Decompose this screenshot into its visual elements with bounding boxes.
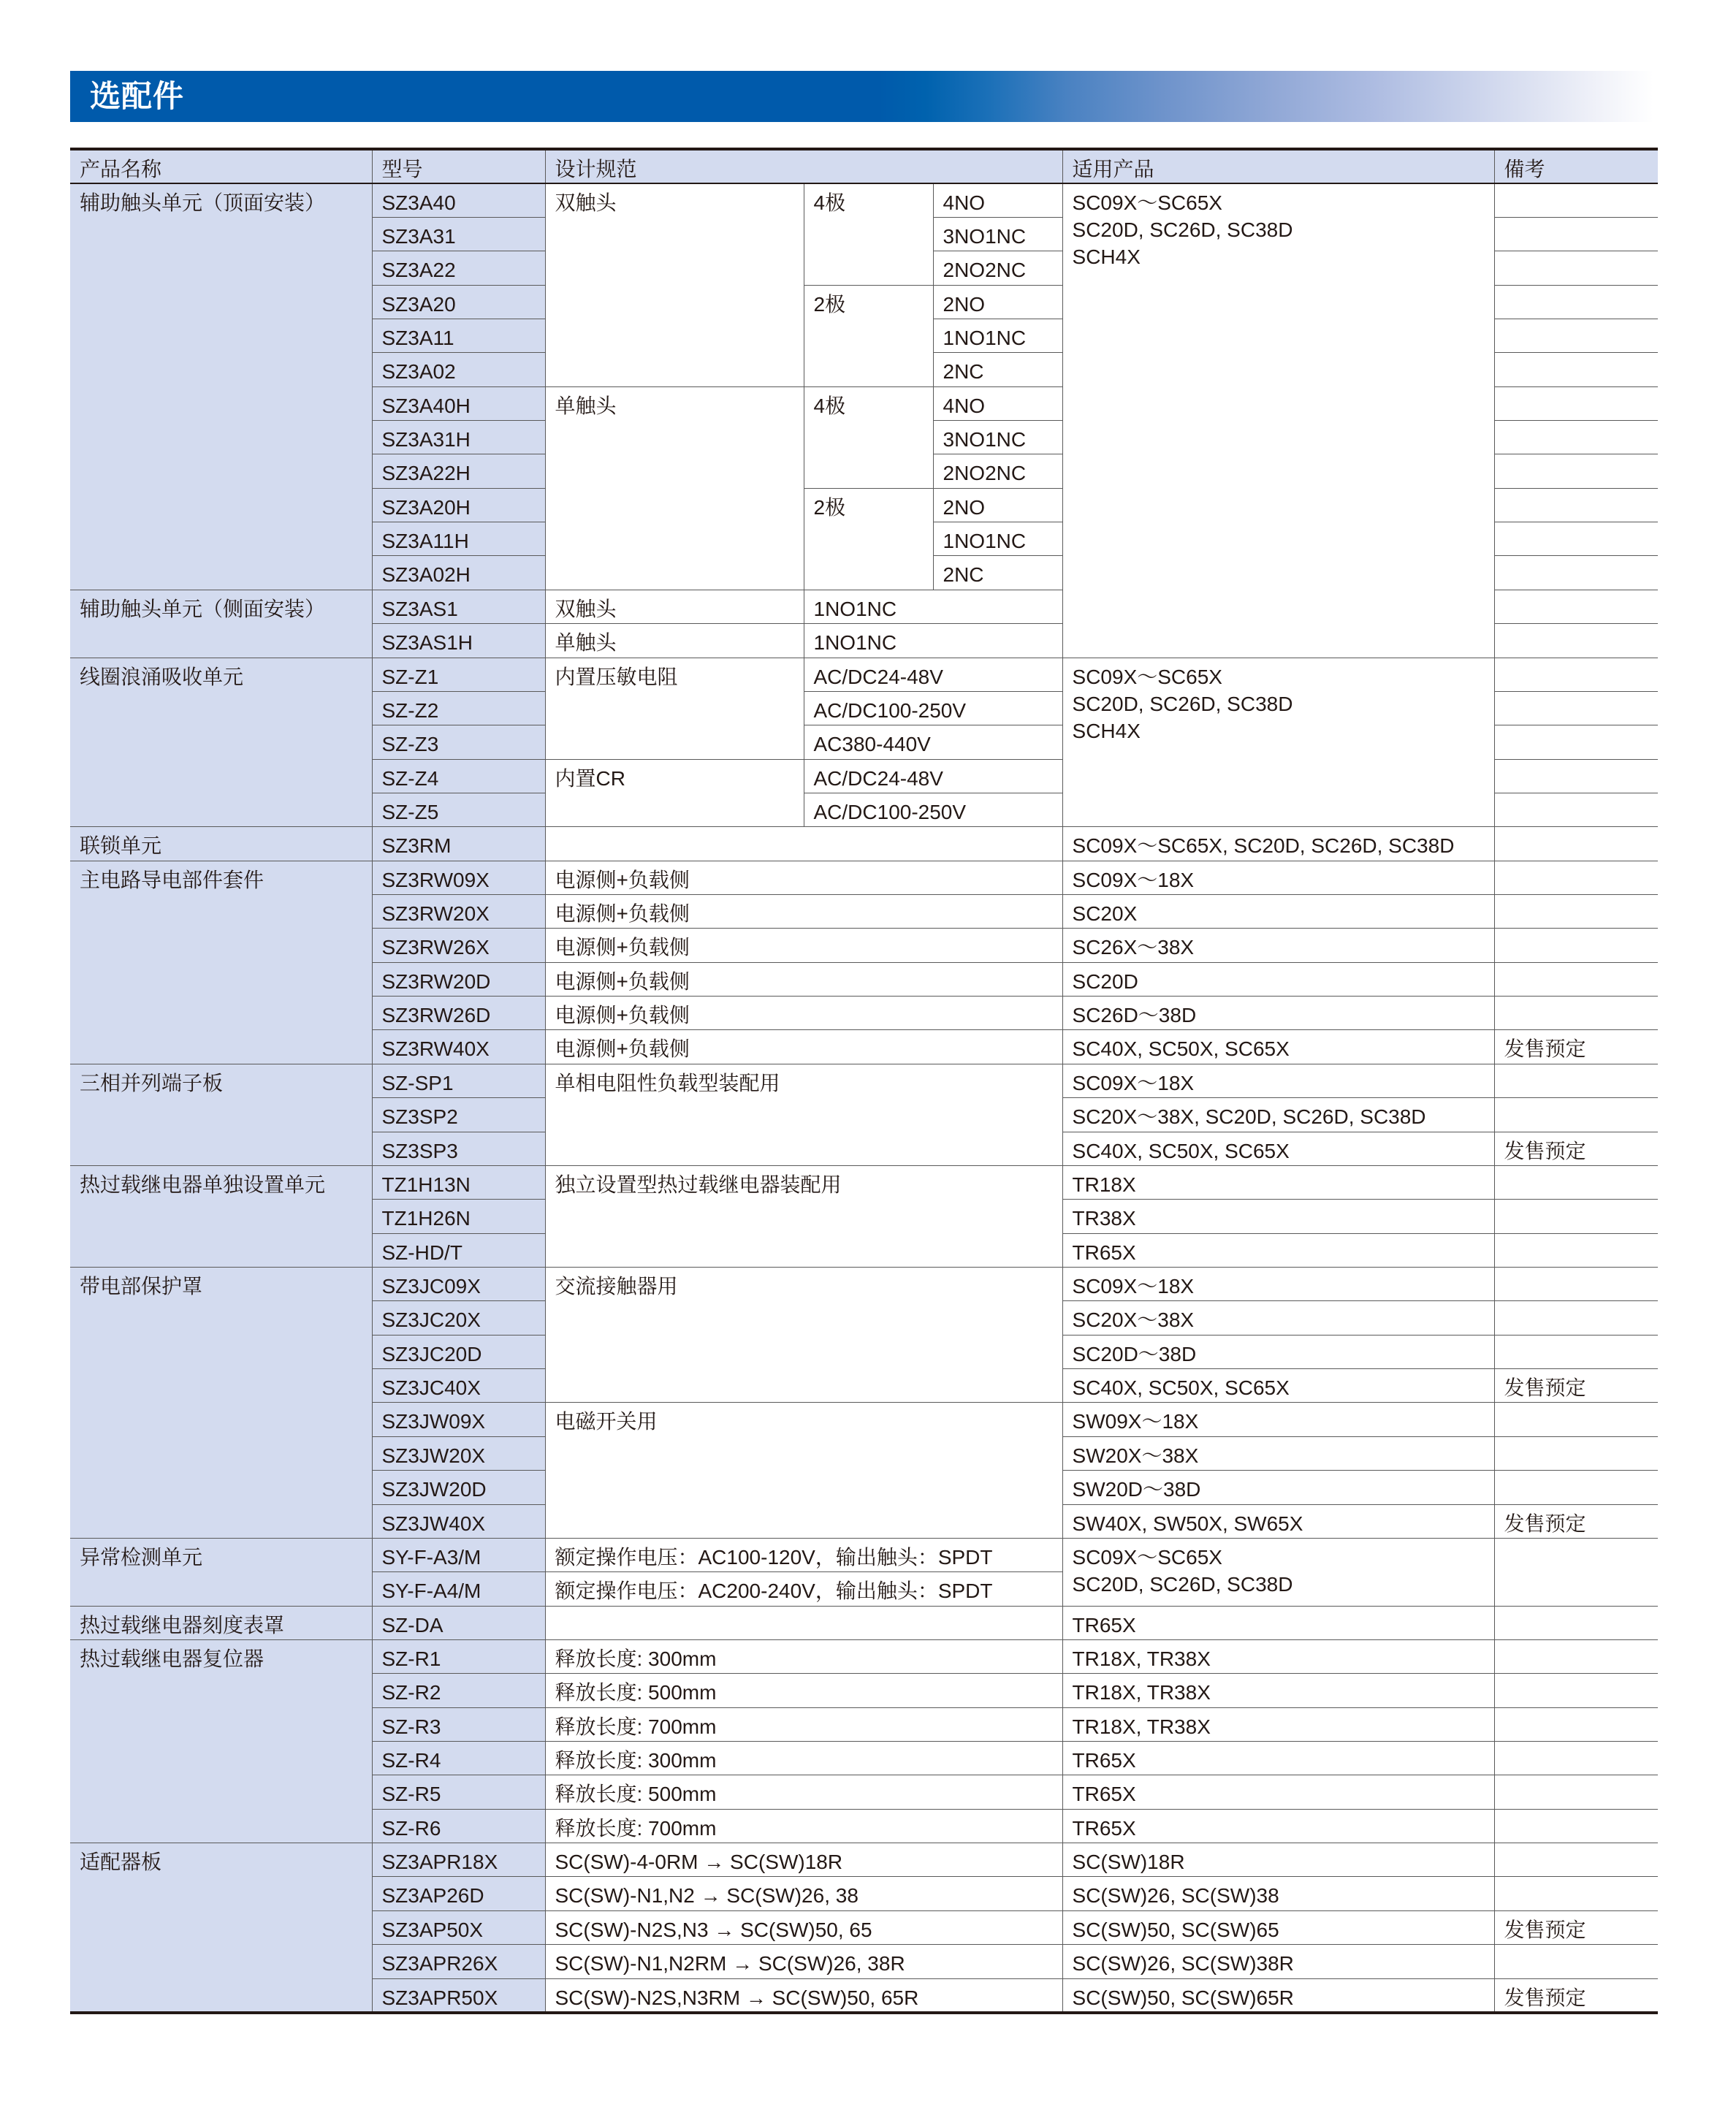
remarks-cell [1494, 759, 1658, 793]
section-banner [70, 71, 1653, 122]
design-spec-cell: 电源侧+负载侧 [545, 929, 1062, 962]
applicable-products-cell: SC(SW)18R [1062, 1843, 1494, 1877]
remarks-cell [1494, 827, 1658, 861]
remarks-cell [1494, 217, 1658, 251]
remarks-cell [1494, 1471, 1658, 1504]
model-cell: SZ-R2 [372, 1674, 545, 1707]
applicable-products-cell: SC40X, SC50X, SC65X [1062, 1369, 1494, 1403]
remarks-cell [1494, 929, 1658, 962]
model-cell: SZ3A22H [372, 454, 545, 488]
applicable-products-cell: SC20X～38X, SC20D, SC26D, SC38D [1062, 1098, 1494, 1132]
design-spec-cell: SC(SW)-N2S,N3RM → SC(SW)50, 65R [545, 1978, 1062, 2013]
design-spec-cell: 额定操作电压：AC100-120V，输出触头：SPDT [545, 1538, 1062, 1571]
pole-count-cell: 2极 [804, 488, 933, 590]
design-spec-cell: 交流接触器用 [545, 1268, 1062, 1403]
remarks-cell: 发售预定 [1494, 1504, 1658, 1538]
model-cell: SZ3A40H [372, 386, 545, 420]
model-cell: SZ3AP50X [372, 1910, 545, 1944]
model-cell: SZ3RW09X [372, 861, 545, 894]
model-cell: SZ3JC20X [372, 1301, 545, 1335]
model-cell: SZ3JW09X [372, 1403, 545, 1436]
model-cell: SZ-R3 [372, 1707, 545, 1741]
table-row [70, 1268, 1658, 1301]
contact-config-cell: 4NO [933, 183, 1062, 217]
model-cell: SZ-Z5 [372, 793, 545, 826]
applicable-products-cell: TR18X, TR38X [1062, 1639, 1494, 1673]
remarks-cell: 发售预定 [1494, 1369, 1658, 1403]
design-spec-cell: 电源侧+负载侧 [545, 861, 1062, 894]
table-row [70, 1165, 1658, 1199]
remarks-cell [1494, 997, 1658, 1030]
model-cell: SZ-SP1 [372, 1064, 545, 1097]
model-cell: SZ3JC20D [372, 1335, 545, 1368]
product-name-cell: 热过载继电器复位器 [70, 1639, 372, 1843]
remarks-cell [1494, 895, 1658, 929]
remarks-cell [1494, 183, 1658, 217]
remarks-cell [1494, 1335, 1658, 1368]
remarks-cell [1494, 1064, 1658, 1097]
model-cell: SZ3A11 [372, 319, 545, 352]
table-row [70, 1639, 1658, 1673]
design-spec-cell [545, 827, 1062, 861]
remarks-cell: 发售预定 [1494, 1910, 1658, 1944]
applicable-products-cell: SC(SW)50, SC(SW)65 [1062, 1910, 1494, 1944]
design-spec-cell: SC(SW)-N2S,N3 → SC(SW)50, 65 [545, 1910, 1062, 1944]
applicable-products-cell: SC40X, SC50X, SC65X [1062, 1030, 1494, 1064]
model-cell: SZ3A02H [372, 556, 545, 590]
remarks-cell [1494, 556, 1658, 590]
applicable-products-cell: SW20X～38X [1062, 1436, 1494, 1470]
remarks-cell [1494, 962, 1658, 996]
applicable-products-cell: SC26D～38D [1062, 997, 1494, 1030]
product-name-cell: 热过载继电器刻度表罩 [70, 1606, 372, 1639]
product-name-cell: 带电部保护罩 [70, 1268, 372, 1539]
voltage-cell: AC/DC24-48V [804, 759, 1062, 793]
model-cell: SZ3SP3 [372, 1132, 545, 1165]
model-cell: SZ3A11H [372, 522, 545, 556]
model-cell: SZ3RW26D [372, 997, 545, 1030]
model-cell: SY-F-A3/M [372, 1538, 545, 1571]
design-spec-cell: 电源侧+负载侧 [545, 962, 1062, 996]
model-cell: SZ3APR18X [372, 1843, 545, 1877]
remarks-cell [1494, 1674, 1658, 1707]
remarks-cell [1494, 488, 1658, 522]
model-cell: SZ3A31H [372, 421, 545, 454]
model-cell: SZ3A40 [372, 183, 545, 217]
contact-config-cell: 1NO1NC [804, 590, 1062, 623]
design-spec-cell [545, 1606, 1062, 1639]
remarks-cell [1494, 1268, 1658, 1301]
remarks-cell [1494, 658, 1658, 691]
model-cell: SZ3A02 [372, 353, 545, 386]
applicable-products-cell: SC09X～18X [1062, 1064, 1494, 1097]
pole-count-cell: 4极 [804, 386, 933, 488]
model-cell: SZ3RW40X [372, 1030, 545, 1064]
contact-config-cell: 1NO1NC [933, 522, 1062, 556]
remarks-cell [1494, 1436, 1658, 1470]
design-spec-cell: 释放长度: 300mm [545, 1639, 1062, 1673]
remarks-cell [1494, 1200, 1658, 1233]
contact-config-cell: 3NO1NC [933, 421, 1062, 454]
model-cell: SZ3A20H [372, 488, 545, 522]
contact-config-cell: 2NO2NC [933, 454, 1062, 488]
applicable-products-cell: SC20X～38X [1062, 1301, 1494, 1335]
remarks-cell: 发售预定 [1494, 1132, 1658, 1165]
voltage-cell: AC/DC100-250V [804, 691, 1062, 725]
suppressor-type-cell: 内置CR [545, 759, 804, 827]
model-cell: SZ3A31 [372, 217, 545, 251]
product-name-cell: 三相并列端子板 [70, 1064, 372, 1165]
contact-config-cell: 2NO [933, 285, 1062, 319]
remarks-cell [1494, 251, 1658, 285]
model-cell: SZ3JW20X [372, 1436, 545, 1470]
applicable-product-line: SC09X～SC65X [1072, 1545, 1222, 1569]
applicable-products-cell: SW40X, SW50X, SW65X [1062, 1504, 1494, 1538]
header-product-name: 产品名称 [70, 149, 372, 183]
product-name-cell: 适配器板 [70, 1843, 372, 2013]
applicable-products-cell: SC20D [1062, 962, 1494, 996]
model-cell: TZ1H13N [372, 1165, 545, 1199]
contact-config-cell: 3NO1NC [933, 217, 1062, 251]
remarks-cell [1494, 454, 1658, 488]
model-cell: SZ3APR50X [372, 1978, 545, 2013]
table-row [70, 183, 1658, 217]
contact-config-cell: 2NC [933, 556, 1062, 590]
contact-config-cell: 2NO2NC [933, 251, 1062, 285]
contact-type-cell: 单触头 [545, 386, 804, 590]
table-row [70, 1538, 1658, 1571]
applicable-product-line: SC20D, SC26D, SC38D [1072, 1572, 1293, 1596]
remarks-cell [1494, 1098, 1658, 1132]
model-cell: SZ3RW26X [372, 929, 545, 962]
contact-type-cell: 双触头 [545, 183, 804, 386]
remarks-cell [1494, 1233, 1658, 1267]
contact-config-cell: 4NO [933, 386, 1062, 420]
remarks-cell [1494, 1843, 1658, 1877]
contact-config-cell: 2NC [933, 353, 1062, 386]
model-cell: SZ-R6 [372, 1809, 545, 1843]
design-spec-cell: SC(SW)-4-0RM → SC(SW)18R [545, 1843, 1062, 1877]
suppressor-type-cell: 内置压敏电阻 [545, 658, 804, 759]
remarks-cell [1494, 1403, 1658, 1436]
model-cell: SZ3AS1H [372, 624, 545, 658]
model-cell: SY-F-A4/M [372, 1572, 545, 1606]
contact-config-cell: 2NO [933, 488, 1062, 522]
applicable-product-line: SC09X～SC65X [1072, 191, 1222, 214]
applicable-products-cell [1062, 1538, 1494, 1606]
applicable-product-line: SC09X～SC65X [1072, 665, 1222, 688]
model-cell: SZ3SP2 [372, 1098, 545, 1132]
applicable-product-line: SC20D, SC26D, SC38D [1072, 218, 1293, 241]
design-spec-cell: 电源侧+负载侧 [545, 1030, 1062, 1064]
remarks-cell [1494, 590, 1658, 623]
design-spec-cell: 单相电阻性负载型装配用 [545, 1064, 1062, 1165]
applicable-products-cell: SW09X～18X [1062, 1403, 1494, 1436]
model-cell: SZ3A20 [372, 285, 545, 319]
voltage-cell: AC/DC24-48V [804, 658, 1062, 691]
model-cell: SZ3APR26X [372, 1945, 545, 1978]
model-cell: SZ3JC09X [372, 1268, 545, 1301]
pole-count-cell: 4极 [804, 183, 933, 285]
applicable-products-cell: SC(SW)50, SC(SW)65R [1062, 1978, 1494, 2013]
applicable-products-cell: TR65X [1062, 1233, 1494, 1267]
model-cell: SZ3JW20D [372, 1471, 545, 1504]
remarks-cell [1494, 522, 1658, 556]
model-cell: SZ3A22 [372, 251, 545, 285]
product-name-cell: 线圈浪涌吸收单元 [70, 658, 372, 827]
contact-type-cell: 单触头 [545, 624, 804, 658]
applicable-products-cell: SC09X～SC65X, SC20D, SC26D, SC38D [1062, 827, 1494, 861]
remarks-cell [1494, 1809, 1658, 1843]
design-spec-cell: 电源侧+负载侧 [545, 895, 1062, 929]
accessories-table [70, 148, 1658, 2014]
header-applicable-products: 适用产品 [1062, 149, 1494, 183]
model-cell: SZ-R5 [372, 1775, 545, 1809]
applicable-products-cell: TR18X [1062, 1165, 1494, 1199]
model-cell: SZ3RW20D [372, 962, 545, 996]
design-spec-cell: 释放长度: 700mm [545, 1707, 1062, 1741]
table-row [70, 1064, 1658, 1097]
design-spec-cell: 电源侧+负载侧 [545, 997, 1062, 1030]
remarks-cell: 发售预定 [1494, 1978, 1658, 2013]
applicable-products-cell: SW20D～38D [1062, 1471, 1494, 1504]
applicable-products-cell: SC40X, SC50X, SC65X [1062, 1132, 1494, 1165]
applicable-products-cell: SC26X～38X [1062, 929, 1494, 962]
applicable-products-cell: TR18X, TR38X [1062, 1674, 1494, 1707]
section-title: 选配件 [90, 79, 185, 113]
table-row [70, 1606, 1658, 1639]
applicable-product-line: SCH4X [1072, 719, 1141, 742]
product-name-cell: 联锁单元 [70, 827, 372, 861]
remarks-cell [1494, 285, 1658, 319]
model-cell: SZ3JW40X [372, 1504, 545, 1538]
pole-count-cell: 2极 [804, 285, 933, 386]
header-row [70, 149, 1658, 183]
model-cell: SZ-R4 [372, 1742, 545, 1775]
model-cell: SZ-DA [372, 1606, 545, 1639]
product-name-cell: 热过载继电器单独设置单元 [70, 1165, 372, 1267]
remarks-cell [1494, 793, 1658, 826]
design-spec-cell: 释放长度: 700mm [545, 1809, 1062, 1843]
model-cell: SZ-Z1 [372, 658, 545, 691]
applicable-products-cell: SC09X～18X [1062, 1268, 1494, 1301]
model-cell: SZ3RM [372, 827, 545, 861]
applicable-products-cell: SC09X～18X [1062, 861, 1494, 894]
table-row [70, 827, 1658, 861]
remarks-cell [1494, 1877, 1658, 1910]
header-design-spec: 设计规范 [545, 149, 1062, 183]
remarks-cell [1494, 386, 1658, 420]
applicable-products-cell: TR18X, TR38X [1062, 1707, 1494, 1741]
applicable-products-cell: TR65X [1062, 1742, 1494, 1775]
design-spec-cell: SC(SW)-N1,N2RM → SC(SW)26, 38R [545, 1945, 1062, 1978]
design-spec-cell: SC(SW)-N1,N2 → SC(SW)26, 38 [545, 1877, 1062, 1910]
applicable-products-cell: SC20D～38D [1062, 1335, 1494, 1368]
remarks-cell [1494, 1165, 1658, 1199]
applicable-products-cell: SC(SW)26, SC(SW)38 [1062, 1877, 1494, 1910]
applicable-products-cell [1062, 658, 1494, 827]
remarks-cell [1494, 1639, 1658, 1673]
contact-type-cell: 双触头 [545, 590, 804, 623]
design-spec-cell: 释放长度: 500mm [545, 1674, 1062, 1707]
model-cell: SZ-R1 [372, 1639, 545, 1673]
remarks-cell [1494, 319, 1658, 352]
model-cell: SZ-Z2 [372, 691, 545, 725]
contact-config-cell: 1NO1NC [933, 319, 1062, 352]
applicable-products-cell: SC20X [1062, 895, 1494, 929]
header-remarks: 備考 [1494, 149, 1658, 183]
remarks-cell [1494, 353, 1658, 386]
model-cell: SZ-Z3 [372, 725, 545, 759]
design-spec-cell: 释放长度: 500mm [545, 1775, 1062, 1809]
product-name-cell: 辅助触头单元（顶面安装） [70, 183, 372, 590]
applicable-product-line: SCH4X [1072, 245, 1141, 268]
voltage-cell: AC380-440V [804, 725, 1062, 759]
remarks-cell [1494, 1707, 1658, 1741]
model-cell: SZ-Z4 [372, 759, 545, 793]
model-cell: SZ3AP26D [372, 1877, 545, 1910]
design-spec-cell: 电磁开关用 [545, 1403, 1062, 1538]
applicable-products-cell: TR38X [1062, 1200, 1494, 1233]
design-spec-cell: 额定操作电压：AC200-240V，输出触头：SPDT [545, 1572, 1062, 1606]
table-row [70, 658, 1658, 691]
remarks-cell [1494, 1301, 1658, 1335]
table-row [70, 861, 1658, 894]
applicable-products-cell: TR65X [1062, 1775, 1494, 1809]
applicable-products-cell [1062, 183, 1494, 658]
remarks-cell [1494, 1742, 1658, 1775]
remarks-cell [1494, 624, 1658, 658]
table-row [70, 1843, 1658, 1877]
applicable-products-cell: TR65X [1062, 1606, 1494, 1639]
voltage-cell: AC/DC100-250V [804, 793, 1062, 826]
remarks-cell [1494, 861, 1658, 894]
product-name-cell: 异常检测单元 [70, 1538, 372, 1606]
model-cell: SZ3RW20X [372, 895, 545, 929]
design-spec-cell: 释放长度: 300mm [545, 1742, 1062, 1775]
remarks-cell [1494, 421, 1658, 454]
model-cell: SZ-HD/T [372, 1233, 545, 1267]
remarks-cell [1494, 1606, 1658, 1639]
remarks-cell [1494, 1538, 1658, 1606]
remarks-cell [1494, 1775, 1658, 1809]
remarks-cell: 发售预定 [1494, 1030, 1658, 1064]
model-cell: SZ3JC40X [372, 1369, 545, 1403]
applicable-product-line: SC20D, SC26D, SC38D [1072, 692, 1293, 715]
applicable-products-cell: SC(SW)26, SC(SW)38R [1062, 1945, 1494, 1978]
remarks-cell [1494, 1945, 1658, 1978]
remarks-cell [1494, 725, 1658, 759]
contact-config-cell: 1NO1NC [804, 624, 1062, 658]
design-spec-cell: 独立设置型热过载继电器装配用 [545, 1165, 1062, 1267]
header-model: 型号 [372, 149, 545, 183]
remarks-cell [1494, 691, 1658, 725]
product-name-cell: 辅助触头单元（侧面安装） [70, 590, 372, 658]
model-cell: TZ1H26N [372, 1200, 545, 1233]
model-cell: SZ3AS1 [372, 590, 545, 623]
product-name-cell: 主电路导电部件套件 [70, 861, 372, 1064]
applicable-products-cell: TR65X [1062, 1809, 1494, 1843]
